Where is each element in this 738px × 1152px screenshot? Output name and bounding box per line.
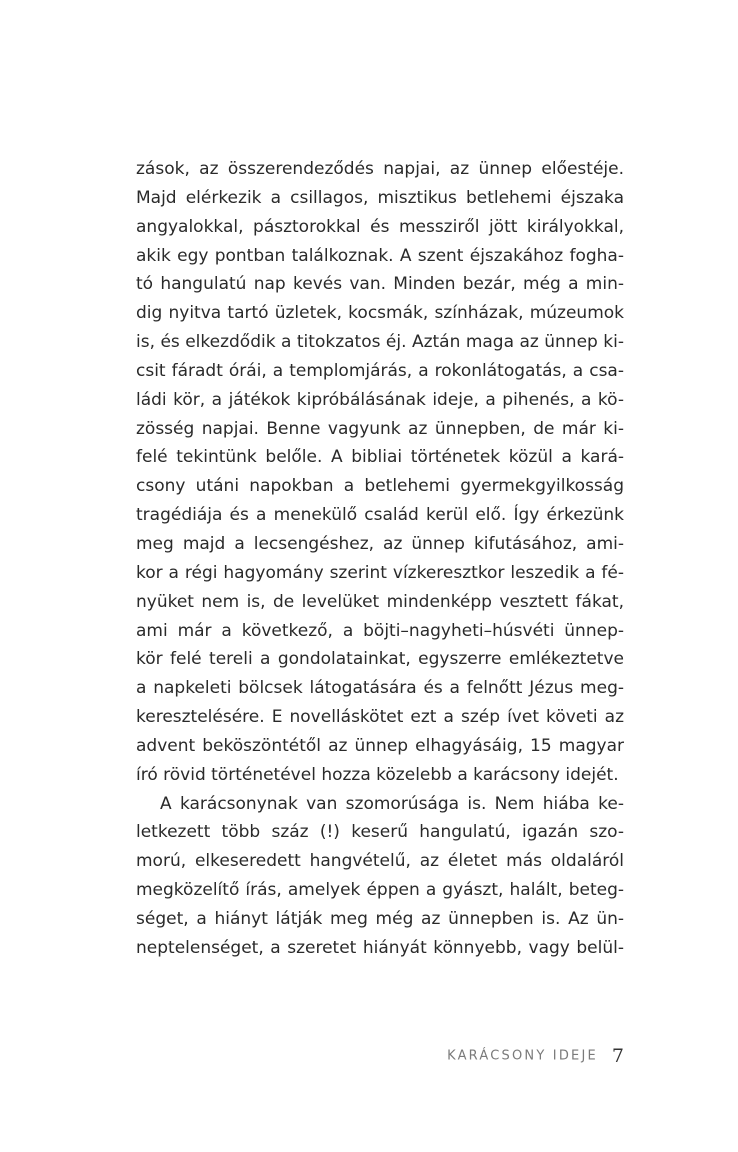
text-line: is, és elkezdődik a titokzatos éj. Aztán maga az ünnep ki- <box>136 332 624 353</box>
running-head: KARÁCSONY IDEJE <box>447 1048 598 1064</box>
text-line: angyalokkal, pásztorokkal és messziről jött királyokkal, <box>136 216 624 237</box>
text-line: advent beköszöntétől az ünnep elhagyásáig, 15 magyar <box>136 735 624 756</box>
text-line: A karácsonynak van szomorúsága is. Nem hiába ke- <box>160 793 624 814</box>
text-line: zások, az összerendeződés napjai, az ünnep előestéje. <box>136 159 624 179</box>
text-line: csit fáradt órái, a templomjárás, a rokonlátogatás, a csa- <box>136 360 624 381</box>
text-line: keresztelésére. E novelláskötet ezt a szép ívet követi az <box>136 707 624 728</box>
text-line: kor a régi hagyomány szerint vízkeresztkor leszedik a fé- <box>136 562 624 583</box>
text-line: tó hangulatú nap kevés van. Minden bezár, még a min- <box>136 274 624 295</box>
text-line: kör felé tereli a gondolatainkat, egyszerre emlékeztetve <box>136 649 624 670</box>
text-line: felé tekintünk belőle. A bibliai történetek közül a kará- <box>136 447 624 468</box>
page-number: 7 <box>611 1045 624 1067</box>
text-line: zösség napjai. Benne vagyunk az ünnepben, de már ki- <box>136 418 624 439</box>
body-text <box>136 155 624 963</box>
text-line: megközelítő írás, amelyek éppen a gyászt, halált, beteg- <box>136 880 624 901</box>
text-line: író rövid történetével hozza közelebb a karácsony idejét. <box>136 764 619 785</box>
text-line: neptelenséget, a szeretet hiányát könnyebb, vagy belül- <box>136 937 624 958</box>
text-line: dig nyitva tartó üzletek, kocsmák, színházak, múzeumok <box>136 303 624 324</box>
text-line: a napkeleti bölcsek látogatására és a felnőtt Jézus meg- <box>136 678 624 699</box>
text-line: séget, a hiányt látják meg még az ünnepben is. Az ün- <box>136 908 624 929</box>
text-line: akik egy pontban találkoznak. A szent éjszakához fogha- <box>136 245 624 266</box>
text-line: ami már a következő, a böjti–nagyheti–húsvéti ünnep- <box>136 620 624 641</box>
text-line: nyüket nem is, de levelüket mindenképp vesztett fákat, <box>136 591 624 612</box>
text-line: Majd elérkezik a csillagos, misztikus betlehemi éjszaka <box>136 187 624 208</box>
text-line: morú, elkeseredett hangvételű, az életet más oldaláról <box>136 851 624 872</box>
text-line: tragédiája és a menekülő család kerül elő. Így érkezünk <box>136 505 624 526</box>
page-footer <box>380 1045 624 1067</box>
text-line: ládi kör, a játékok kipróbálásának ideje, a pihenés, a kö- <box>136 389 624 410</box>
text-line: csony utáni napokban a betlehemi gyermekgyilkosság <box>136 476 624 497</box>
text-line: meg majd a lecsengéshez, az ünnep kifutásához, ami- <box>136 533 624 554</box>
text-line: letkezett több száz (!) keserű hangulatú, igazán szo- <box>136 822 624 843</box>
